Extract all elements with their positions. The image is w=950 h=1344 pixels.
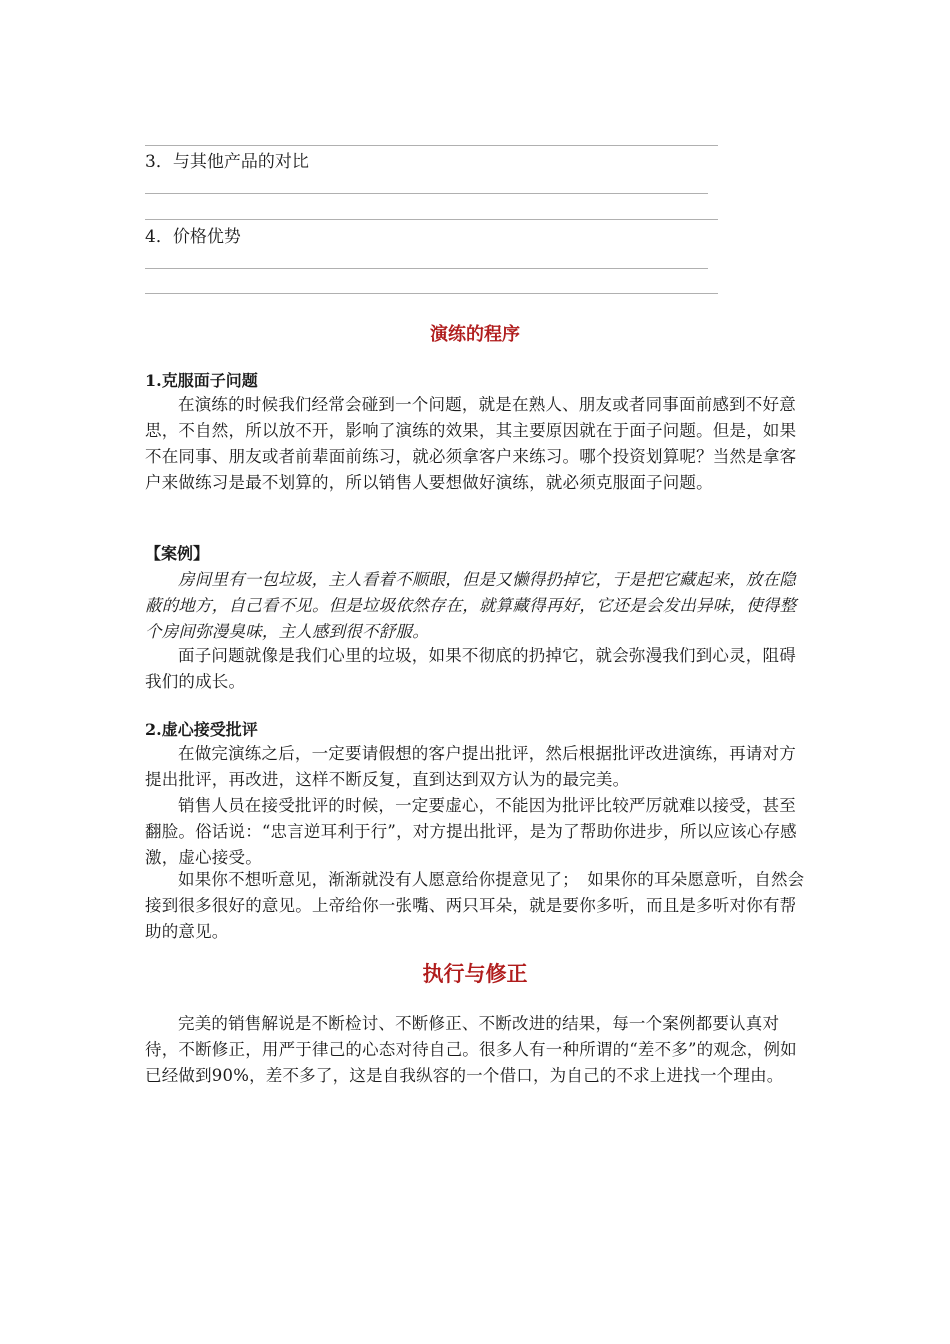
form-item-3: 3．与其他产品的对比 [145, 152, 309, 172]
paragraph: 完美的销售解说是不断检讨、不断修正、不断改进的结果，每一个案例都要认真对待，不断修正，用严于律己的心态对待自己。很多人有一种所谓的“差不多”的观念，例如已经做到90%，差不多了，这是自我纵容的一个借口，为自己的不求上进找一个理由。 [145, 1014, 797, 1085]
case-paragraph: 房间里有一包垃圾，主人看着不顺眼，但是又懒得扔掉它，于是把它藏起来，放在隐蔽的地方，自己看不见。但是垃圾依然存在，就算藏得再好，它还是会发出异味，使得整个房间弥漫臭味，主人感到很不舒服。 [145, 570, 797, 641]
paragraph: 如果你不想听意见，渐渐就没有人愿意给你提意见了； 如果你的耳朵愿意听，自然会接到很多很好的意见。上帝给你一张嘴、两只耳朵，就是要你多听，而且是多听对你有帮助的意见。 [145, 870, 805, 941]
subheading: 2.虚心接受批评 [145, 720, 258, 739]
subheading: 1.克服面子问题 [145, 371, 258, 390]
section-title: 执行与修正 [422, 961, 528, 986]
section-title: 演练的程序 [430, 324, 520, 345]
blank-line [145, 219, 718, 220]
blank-line [145, 145, 718, 146]
form-item-4: 4．价格优势 [145, 227, 241, 247]
blank-line [145, 268, 708, 269]
paragraph: 销售人员在接受批评的时候，一定要虚心，不能因为批评比较严厉就难以接受，甚至翻脸。俗话说：“忠言逆耳利于行”，对方提出批评，是为了帮助你进步，所以应该心存感激，虚心接受。 [145, 796, 797, 867]
paragraph: 面子问题就像是我们心里的垃圾，如果不彻底的扔掉它，就会弥漫我们到心灵，阻碍我们的成长。 [145, 646, 796, 691]
paragraph: 在做完演练之后，一定要请假想的客户提出批评，然后根据批评改进演练，再请对方提出批评，再改进，这样不断反复，直到达到双方认为的最完美。 [145, 744, 796, 789]
blank-line [145, 193, 708, 194]
case-label: 【案例】 [145, 544, 210, 563]
blank-line [145, 293, 718, 294]
paragraph: 在演练的时候我们经常会碰到一个问题，就是在熟人、朋友或者同事面前感到不好意思，不自然，所以放不开，影响了演练的效果，其主要原因就在于面子问题。但是，如果不在同事、朋友或者前辈面前练习，就必须拿客户来练习。哪个投资划算呢？当然是拿客户来做练习是最不划算的，所以销售人要想做好演练，就必须克服面子问题。 [145, 395, 797, 492]
